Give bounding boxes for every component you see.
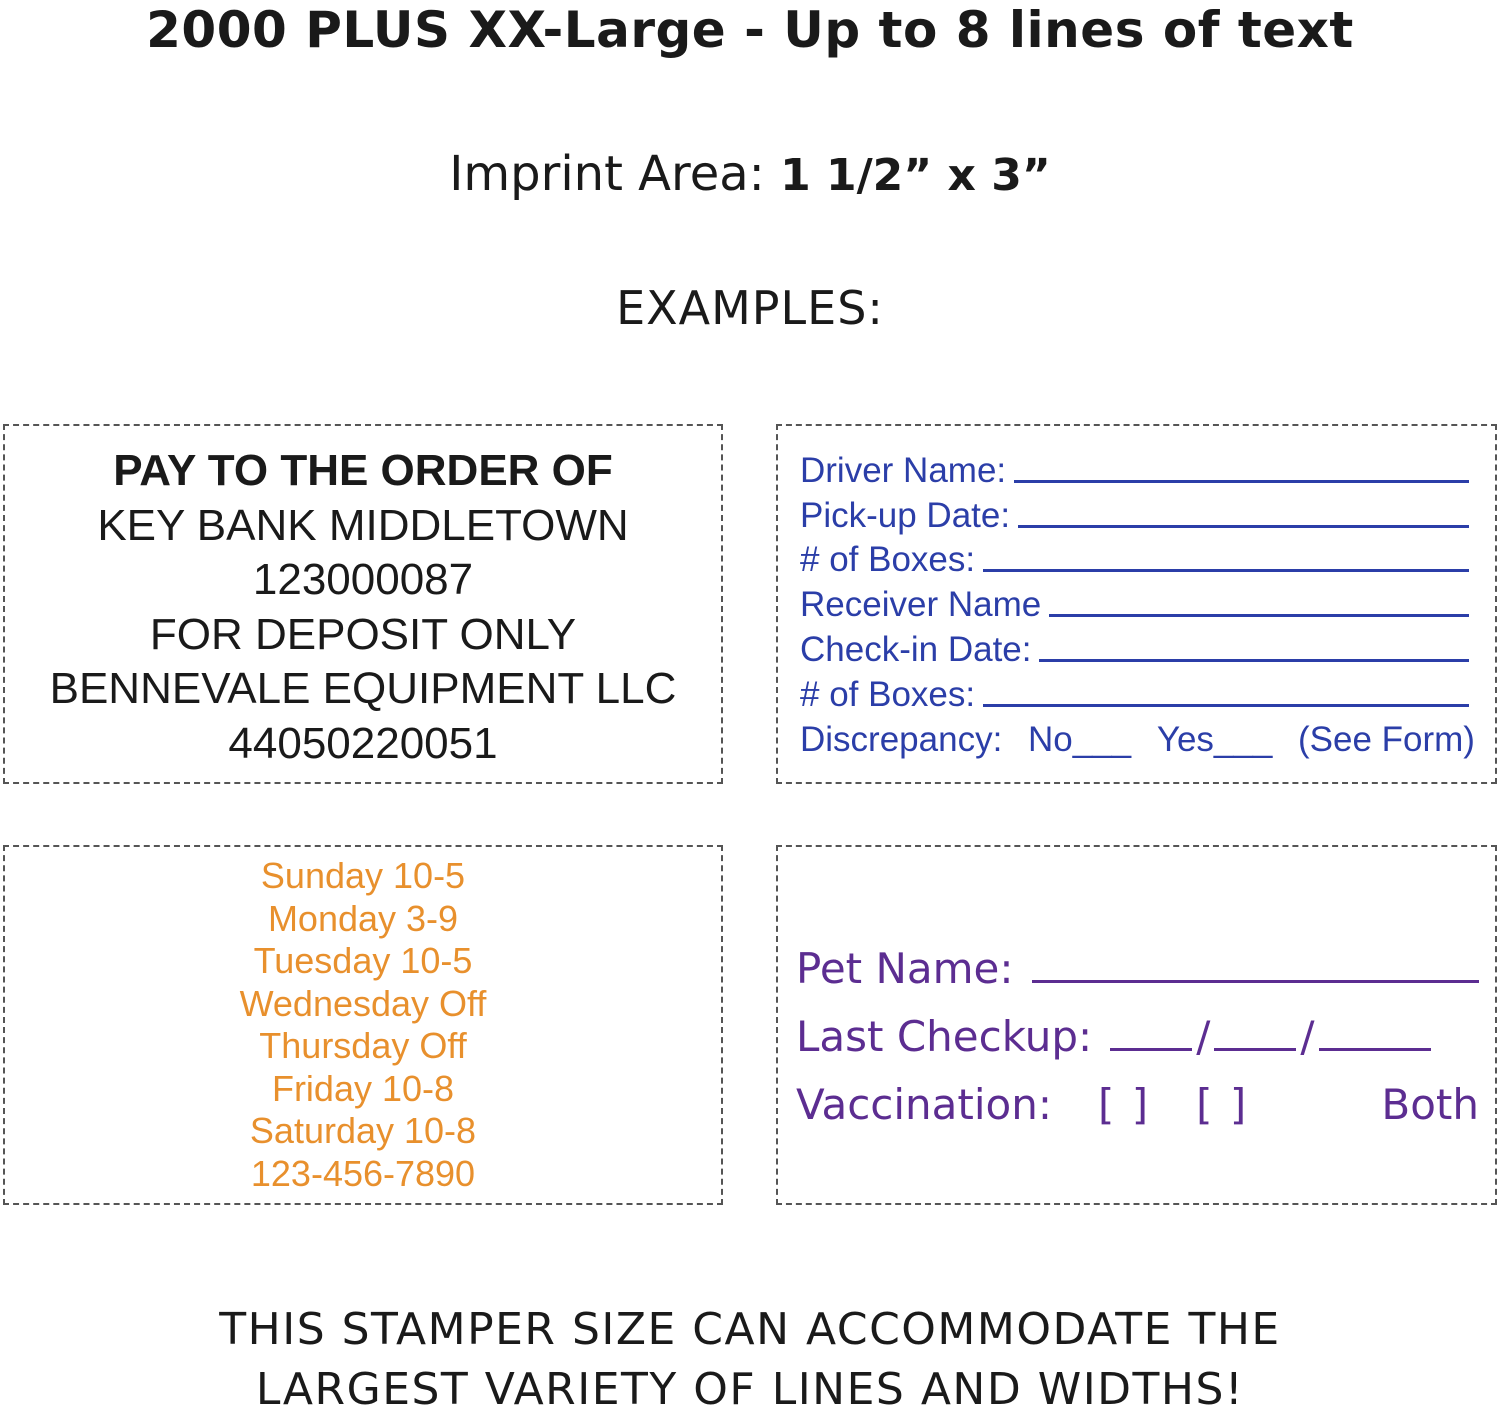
bank-line: PAY TO THE ORDER OF <box>113 446 613 495</box>
boxes-label: # of Boxes: <box>800 674 976 714</box>
examples-heading: EXAMPLES: <box>616 281 884 335</box>
driver-form-row <box>800 670 1475 715</box>
bank-line: 44050220051 <box>228 718 498 768</box>
hours-phone: 123-456-7890 <box>250 1152 476 1194</box>
hours-line: Thursday Off <box>259 1025 467 1066</box>
driver-form-row <box>800 625 1475 670</box>
pet-name-row <box>796 925 1479 993</box>
blank-line <box>983 569 1469 572</box>
pet-name-label: Pet Name: <box>796 944 1014 993</box>
imprint-area <box>0 142 1500 208</box>
bank-line: 123000087 <box>252 555 474 605</box>
blank-line <box>1039 659 1469 662</box>
hours-stamp-text <box>5 855 721 1195</box>
blank-line <box>1018 525 1469 528</box>
last-checkup-row <box>796 993 1479 1061</box>
discrepancy-note: (See Form) <box>1298 719 1475 759</box>
pet-form <box>796 925 1479 1129</box>
pickup-date-label: Pick-up Date: <box>800 495 1011 535</box>
example-bank-stamp <box>3 424 723 784</box>
blank-line <box>1032 980 1479 983</box>
driver-name-label: Driver Name: <box>800 450 1007 490</box>
blank-line <box>983 704 1469 707</box>
discrepancy-row <box>800 715 1475 760</box>
checkbox-bracket: [ ] <box>1196 1080 1249 1129</box>
page-title: 2000 PLUS XX-Large - Up to 8 lines of text <box>146 1 1354 59</box>
bank-line: KEY BANK MIDDLETOWN <box>97 500 629 550</box>
receiver-name-label: Receiver Name <box>800 585 1042 625</box>
boxes-label: # of Boxes: <box>800 540 976 580</box>
hours-line: Saturday 10-8 <box>249 1110 477 1151</box>
bank-line: BENNEVALE EQUIPMENT LLC <box>49 664 677 714</box>
imprint-area-value: 1 1/2” x 3” <box>780 150 1051 201</box>
vaccination-label: Vaccination: <box>796 1080 1053 1129</box>
hours-line: Friday 10-8 <box>271 1067 455 1109</box>
footer-line: THIS STAMPER SIZE CAN ACCOMMODATE THE <box>219 1304 1281 1355</box>
checkin-date-label: Check-in Date: <box>800 629 1032 669</box>
date-blank <box>1214 1047 1296 1051</box>
date-blank <box>1110 1047 1192 1051</box>
hours-line: Sunday 10-5 <box>260 855 466 896</box>
discrepancy-label: Discrepancy: <box>800 719 1003 759</box>
bank-line: FOR DEPOSIT ONLY <box>149 609 577 659</box>
example-driver-form-stamp <box>776 424 1497 784</box>
example-pet-form-stamp <box>776 845 1497 1205</box>
blank-line <box>1049 614 1469 617</box>
driver-form-row <box>800 580 1475 625</box>
last-checkup-label: Last Checkup: <box>796 1012 1093 1061</box>
discrepancy-no: No___ <box>1027 719 1132 759</box>
hours-line: Wednesday Off <box>239 982 487 1024</box>
driver-form <box>800 446 1475 760</box>
bank-stamp-text <box>5 444 721 772</box>
blank-line <box>1014 480 1469 483</box>
hours-line: Monday 3-9 <box>267 897 459 939</box>
date-slash: / <box>1300 1012 1315 1061</box>
discrepancy-yes: Yes___ <box>1156 719 1273 759</box>
driver-form-row <box>800 446 1475 491</box>
date-slash: / <box>1196 1012 1211 1061</box>
footer-tagline <box>0 1300 1500 1420</box>
checkbox-bracket: [ ] <box>1098 1080 1151 1129</box>
imprint-area-label: Imprint Area: <box>449 146 781 202</box>
driver-form-row <box>800 491 1475 536</box>
hours-line: Tuesday 10-5 <box>253 940 473 981</box>
example-hours-stamp <box>3 845 723 1205</box>
both-label: Both <box>1381 1080 1479 1129</box>
vaccination-row <box>796 1061 1479 1129</box>
footer-line: LARGEST VARIETY OF LINES AND WIDTHS! <box>255 1364 1245 1415</box>
driver-form-row <box>800 536 1475 581</box>
date-blank <box>1319 1047 1431 1051</box>
